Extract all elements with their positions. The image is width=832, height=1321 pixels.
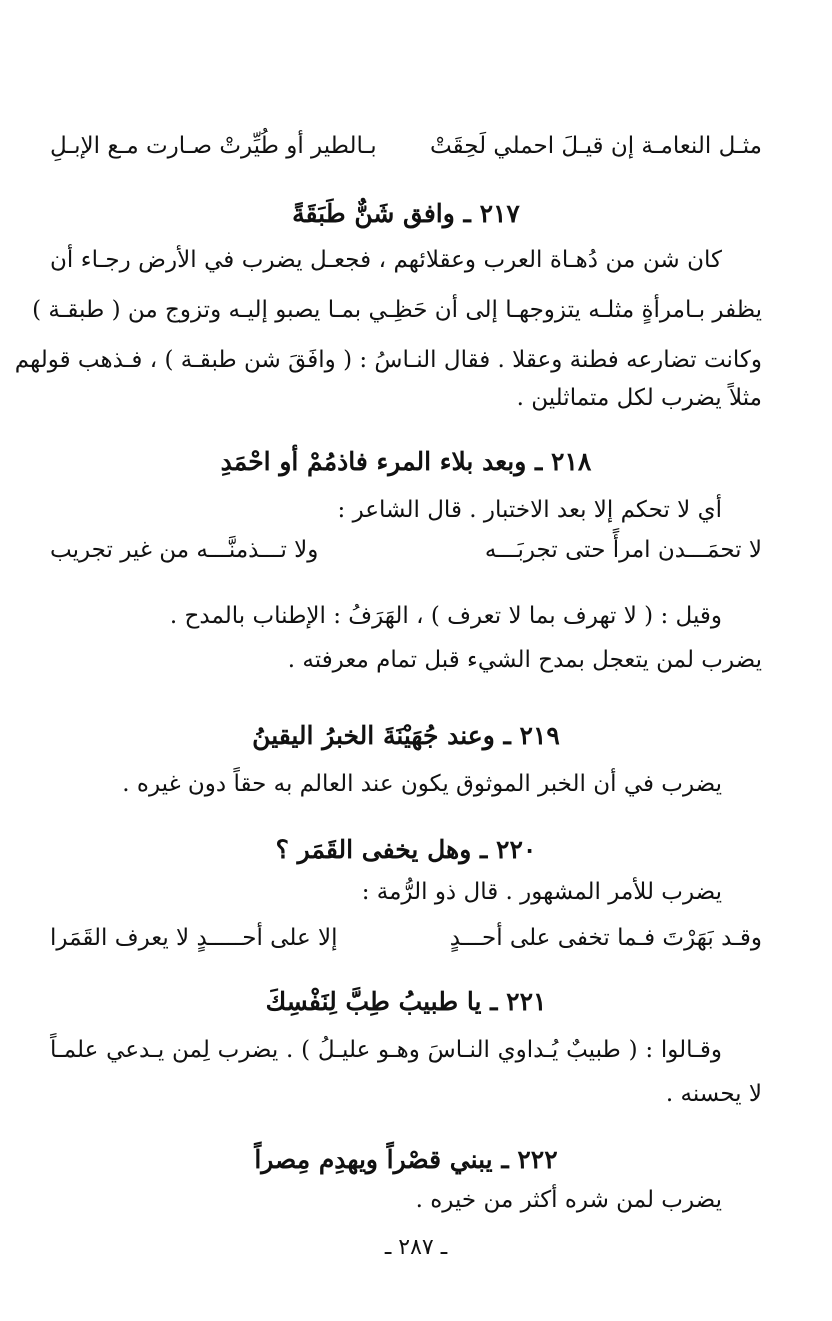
poem-verse <box>50 530 762 570</box>
proverb-heading-218: ٢١٨ ـ وبعد بلاء المرء فاذمُمْ أو احْمَدِ <box>220 447 592 476</box>
paragraph-line: كان شن من دُهـاة العرب وعقلائهم ، فجعـل يضرب في الأرض رجـاء أن <box>50 247 722 273</box>
proverb-heading-217: ٢١٧ ـ وافق شَنٌّ طَبَقَةً <box>292 199 520 228</box>
verse-first-hemistich: مثـل النعامـة إن قيـلَ احملي لَحِقَتْ <box>430 133 762 159</box>
verse-first-hemistich: وقـد بَهَرْتَ فـما تخفى على أحـــدٍ <box>449 925 762 951</box>
paragraph-line: مثلاً يضرب لكل متماثلين . <box>516 385 762 411</box>
proverb-heading-220: ٢٢٠ ـ وهل يخفى القَمَر ؟ <box>275 835 537 864</box>
paragraph-line: يضرب لمن شره أكثر من خيره . <box>415 1187 722 1213</box>
intro-verse <box>50 126 762 166</box>
proverb-heading-219: ٢١٩ ـ وعند جُهَيْنَةَ الخبرُ اليقينُ <box>252 721 560 750</box>
paragraph-line: يضرب للأمر المشهور . قال ذو الرُّمة : <box>361 879 722 905</box>
proverb-heading-221: ٢٢١ ـ يا طبيبُ طِبَّ لِنَفْسِكَ <box>265 987 547 1016</box>
paragraph-line: وقـالوا : ( طبيبٌ يُـداوي النـاسَ وهـو عليـلُ ) . يضرب لِمن يـدعي علمـاً <box>50 1037 722 1063</box>
paragraph-line: يضرب لمن يتعجل بمدح الشيء قبل تمام معرفته . <box>287 647 762 673</box>
page-number: ـ ٢٨٧ ـ <box>384 1235 448 1260</box>
paragraph-line: يضرب في أن الخبر الموثوق يكون عند العالم به حقاً دون غيره . <box>122 771 722 797</box>
paragraph-line: وكانت تضارعه فطنة وعقلا . فقال النـاسُ : ( وافَقَ شن طبقـة ) ، فـذهب قولهم <box>14 347 762 373</box>
poem-verse <box>50 918 762 958</box>
paragraph-line: أي لا تحكم إلا بعد الاختبار . قال الشاعر : <box>337 497 722 523</box>
verse-first-hemistich: لا تحمَـــدن امرأً حتى تجربَـــه <box>484 537 762 563</box>
verse-second-hemistich: بـالطير أو طُيِّرتْ صـارت مـع الإبـلِ <box>50 133 377 159</box>
verse-second-hemistich: ولا تـــذمنَّـــه من غير تجريب <box>50 537 319 563</box>
proverb-heading-222: ٢٢٢ ـ يبني قصْراً ويهدِم مِصراً <box>254 1145 558 1174</box>
verse-second-hemistich: إلا على أحـــــدٍ لا يعرف القَمَرا <box>50 925 338 951</box>
paragraph-line: لا يحسنه . <box>665 1081 762 1107</box>
paragraph-line: وقيل : ( لا تهرف بما لا تعرف ) ، الهَرَفُ : الإطناب بالمدح . <box>169 603 722 629</box>
paragraph-line: يظفر بـامرأةٍ مثلـه يتزوجهـا إلى أن حَظِـي بمـا يصبو إليـه وتزوج من ( طبقـة ) <box>32 297 762 323</box>
